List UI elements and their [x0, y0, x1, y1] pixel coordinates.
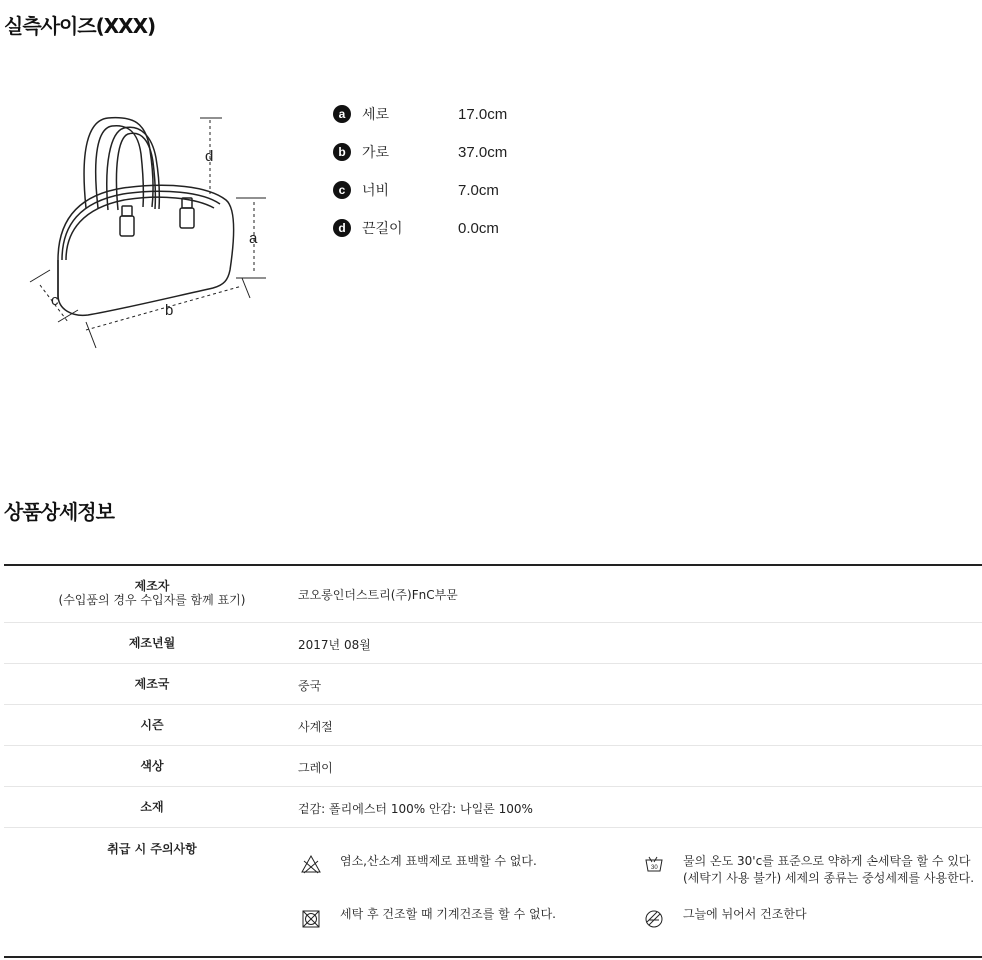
no-bleach-icon [300, 853, 322, 875]
product-info-table [4, 564, 982, 958]
care-text: 물의 온도 30'c를 표준으로 약하게 손세탁을 할 수 있다(세탁기 사용 불가) 세제의 종류는 중성세제를 사용한다. [683, 854, 975, 885]
badge-a-icon: a [333, 105, 351, 123]
row-label [4, 579, 300, 607]
bag-tag-right [180, 208, 194, 228]
size-value: 37.0cm [458, 143, 508, 161]
row-value: 2017년 08월 [298, 638, 371, 652]
hand-wash-icon [643, 854, 665, 876]
size-section-title: 실측사이즈(XXX) [4, 14, 156, 38]
care-row [4, 828, 982, 958]
size-label: 세로 [362, 107, 390, 123]
row-value: 사계절 [298, 720, 333, 734]
size-row-depth [333, 180, 499, 200]
row-label: 취급 시 주의사항 [107, 842, 197, 856]
size-row-strap [333, 218, 499, 238]
row-label-text: 제조자 [134, 579, 170, 593]
care-text: 세탁 후 건조할 때 기계건조를 할 수 없다. [340, 907, 556, 921]
row-label: 색상 [140, 759, 164, 773]
row-value: 중국 [298, 679, 322, 693]
svg-text:30: 30 [651, 865, 658, 871]
row-label: 시즌 [140, 718, 164, 732]
detail-section-title: 상품상세정보 [4, 500, 114, 524]
diagram-label-a: a [249, 230, 258, 247]
table-row [4, 566, 982, 623]
table-row [4, 623, 982, 664]
diagram-label-b: b [165, 302, 174, 319]
bag-handle-inner [96, 126, 144, 208]
size-value: 7.0cm [458, 181, 499, 199]
diagram-label-d: d [205, 148, 214, 165]
no-tumble-dry-icon [300, 908, 322, 930]
size-value: 17.0cm [458, 105, 508, 123]
row-value: 코오롱인더스트리(주)FnC부문 [298, 588, 458, 602]
bag-size-diagram [28, 110, 274, 350]
badge-c-icon: c [333, 181, 351, 199]
size-value: 0.0cm [458, 219, 499, 237]
size-label: 끈길이 [362, 221, 403, 237]
table-row [4, 787, 982, 828]
table-row [4, 746, 982, 787]
row-value: 그레이 [298, 761, 333, 775]
size-label: 가로 [362, 145, 390, 161]
row-label: 소재 [140, 800, 164, 814]
row-label: 제조년월 [128, 636, 176, 650]
table-row [4, 664, 982, 705]
flat-dry-icon [643, 908, 665, 930]
size-label: 너비 [362, 183, 390, 199]
diagram-label-c: c [51, 292, 59, 309]
badge-d-icon: d [333, 219, 351, 237]
badge-b-icon: b [333, 143, 351, 161]
size-row-height [333, 104, 508, 124]
row-sublabel: (수입품의 경우 수입자를 함께 표기) [58, 593, 246, 607]
bag-tag-left [120, 216, 134, 236]
care-text: 염소,산소계 표백제로 표백할 수 없다. [340, 854, 537, 868]
care-text: 그늘에 뉘어서 건조한다 [683, 907, 807, 921]
size-row-width [333, 142, 508, 162]
table-row [4, 705, 982, 746]
row-value: 겉감: 폴리에스터 100% 안감: 나일론 100% [298, 802, 533, 816]
row-label: 제조국 [134, 677, 170, 691]
